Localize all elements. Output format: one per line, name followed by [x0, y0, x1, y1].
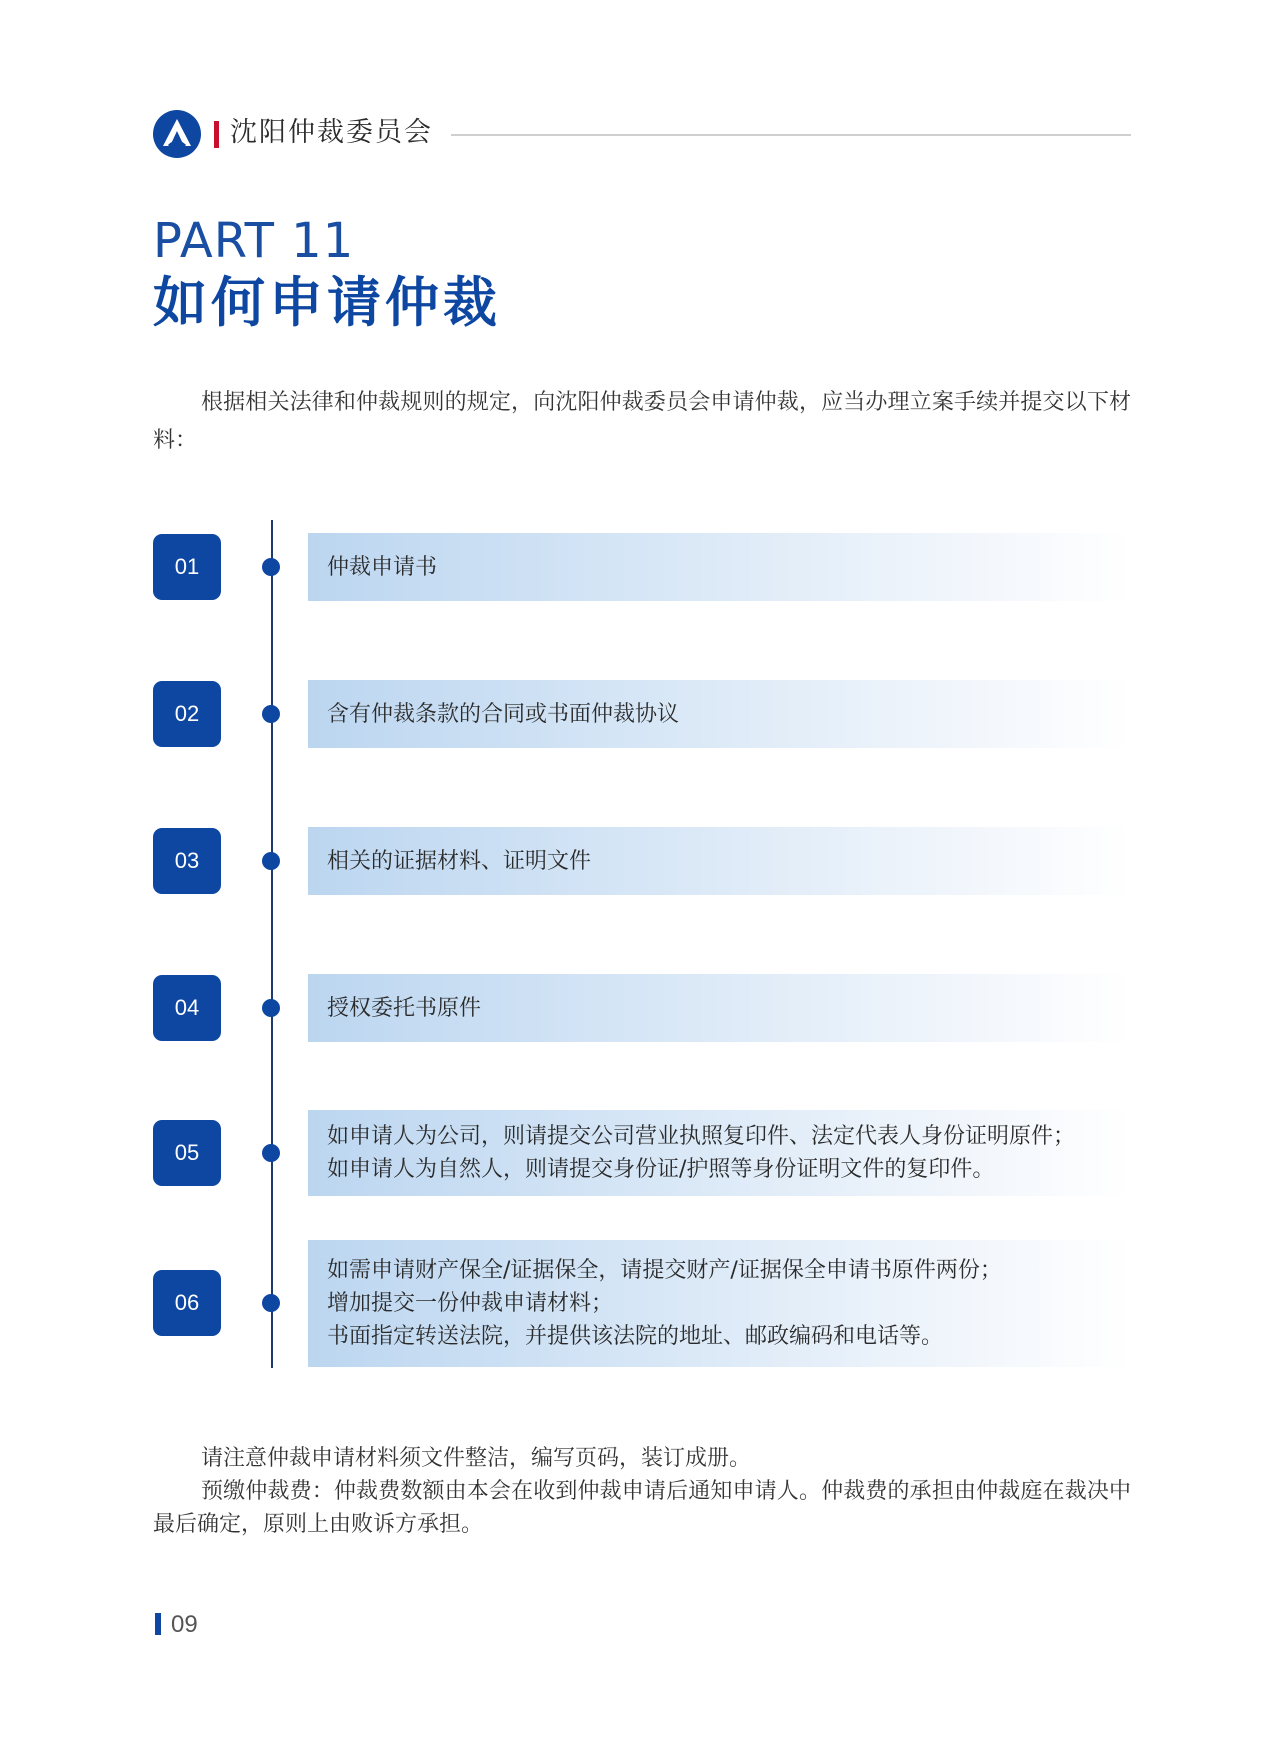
list-item: [153, 680, 1131, 748]
part-label: PART 11: [153, 213, 355, 269]
list-item: [153, 974, 1131, 1042]
header-divider: [451, 134, 1131, 136]
page-number-marker: [155, 1613, 161, 1635]
list-item: [153, 1240, 1131, 1367]
note-paragraph: 预缴仲裁费：仲裁费数额由本会在收到仲裁申请后通知申请人。仲裁费的承担由仲裁庭在裁决中最后确定，原则上由败诉方承担。: [153, 1479, 1131, 1537]
list-item: [153, 1110, 1131, 1196]
item-text: 含有仲裁条款的合同或书面仲裁协议: [327, 701, 680, 727]
item-number-badge: 03: [153, 828, 221, 894]
timeline-dot: [262, 1294, 280, 1312]
item-text: 相关的证据材料、证明文件: [327, 848, 592, 874]
intro-paragraph: 根据相关法律和仲裁规则的规定，向沈阳仲裁委员会申请仲裁，应当办理立案手续并提交以下材料：: [153, 390, 1131, 453]
timeline-dot: [262, 558, 280, 576]
item-text-box: [308, 1110, 1131, 1196]
item-text: 如申请人为自然人，则请提交身份证/护照等身份证明文件的复印件。: [327, 1157, 995, 1182]
timeline-dot: [262, 852, 280, 870]
list-item: [153, 827, 1131, 895]
timeline-dot: [262, 1144, 280, 1162]
item-text-box: [308, 1240, 1131, 1367]
page-title: 如何申请仲裁: [153, 271, 501, 334]
page-number: 09: [171, 1611, 198, 1638]
arbitration-logo-icon: [153, 110, 201, 158]
item-text-box: [308, 827, 1131, 895]
item-number-badge: 05: [153, 1120, 221, 1186]
item-text: 如申请人为公司，则请提交公司营业执照复印件、法定代表人身份证明原件；: [327, 1124, 1076, 1149]
item-number-badge: 02: [153, 681, 221, 747]
item-text-box: [308, 533, 1131, 601]
list-item: [153, 533, 1131, 601]
item-number-badge: 06: [153, 1270, 221, 1336]
note-paragraph: 请注意仲裁申请材料须文件整洁，编写页码，装订成册。: [201, 1446, 752, 1471]
item-number-badge: 04: [153, 975, 221, 1041]
item-text-box: [308, 974, 1131, 1042]
item-text: 书面指定转送法院，并提供该法院的地址、邮政编码和电话等。: [327, 1324, 944, 1349]
item-text: 授权委托书原件: [327, 995, 482, 1021]
timeline-dot: [262, 999, 280, 1017]
item-text: 增加提交一份仲裁申请材料；: [327, 1291, 614, 1316]
item-text-box: [308, 680, 1131, 748]
page-header: [153, 110, 1131, 158]
notes-section: [153, 1442, 1131, 1541]
timeline-dot: [262, 705, 280, 723]
item-text: 仲裁申请书: [327, 554, 438, 580]
org-name: 沈阳仲裁委员会: [230, 117, 433, 148]
item-number-badge: 01: [153, 534, 221, 600]
header-accent-bar: [214, 121, 219, 148]
item-text: 如需申请财产保全/证据保全，请提交财产/证据保全申请书原件两份；: [327, 1258, 1002, 1283]
